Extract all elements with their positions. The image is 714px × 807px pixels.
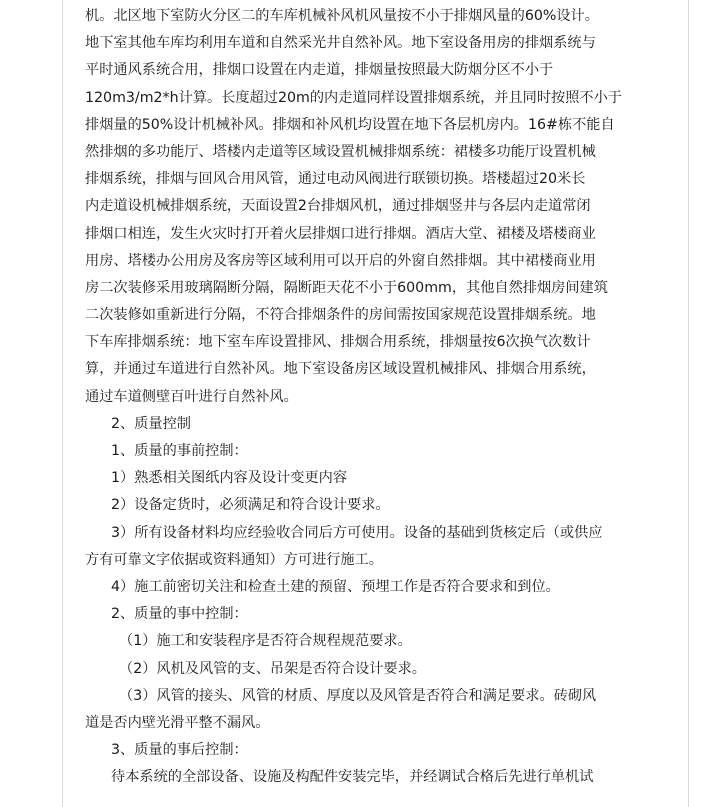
text-line: 待本系统的全部设备、设施及构配件安装完毕，并经调试合格后先进行单机试 [111,769,594,786]
smoke-exhaust-paragraph [85,3,673,411]
list-item-continued: 道是否内壁光滑平整不漏风。 [85,714,270,731]
list-item: 3）所有设备材料均应经验收合同后方可使用。设备的基础到货核定后（或供应 [111,524,603,541]
text-line: 通过车道侧壁百叶进行自然补风。 [85,388,298,405]
text-line: 120m3/m2*h计算。长度超过20m的内走道同样设置排烟系统，并且同时按照不小于 [85,89,622,106]
list-item: （3）风管的接头、风管的材质、厚度以及风管是否符合和满足要求。砖砌风 [119,687,597,704]
subsection-heading: 1、质量的事前控制： [111,443,248,459]
text-line: 机。北区地下室防火分区二的车库机械补风机风量按不小于排烟风量的60%设计。 [85,8,599,24]
text-line: 排烟量的50%设计机械补风。排烟和补风机均设置在地下各层机房内。16#栋不能自 [85,116,615,133]
text-line: 排烟系统，排烟与回风合用风管，通过电动风阀进行联锁切换。塔楼超过20米长 [85,171,586,188]
text-line: 算，并通过车道进行自然补风。地下室设备房区域设置机械排风、排烟合用系统， [85,361,596,378]
page-margin-line-left [62,0,63,807]
list-item: 1）熟悉相关图纸内容及设计变更内容 [111,470,348,487]
text-line: 然排烟的多功能厅、塔楼内走道等区域设置机械排烟系统：裙楼多功能厅设置机械 [85,143,596,160]
page-margin-line-right [688,0,689,807]
section-heading: 2、质量控制 [111,415,191,432]
quality-control-section [85,411,673,792]
document-body [85,3,673,791]
subsection-heading: 3、质量的事后控制： [111,742,248,759]
text-line: 下车库排烟系统：地下室车库设置排风、排烟合用系统，排烟量按6次换气次数计 [85,334,591,351]
list-item: 2）设备定货时，必须满足和符合设计要求。 [111,497,390,514]
list-item: 4）施工前密切关注和检查土建的预留、预埋工作是否符合要求和到位。 [111,578,560,595]
text-line: 平时通风系统合用，排烟口设置在内走道，排烟量按照最大防烟分区不小于 [85,62,554,79]
text-line: 房二次装修采用玻璃隔断分隔，隔断距天花不小于600mm，其他自然排烟房间建筑 [85,279,608,296]
text-line: 用房、塔楼办公用房及客房等区域利用可以开启的外窗自然排烟。其中裙楼商业用 [85,252,596,269]
list-item: （2）风机及风管的支、吊架是否符合设计要求。 [119,660,426,677]
subsection-heading: 2、质量的事中控制： [111,606,248,623]
text-line: 地下室其他车库均利用车道和自然采光井自然补风。地下室设备用房的排烟系统与 [85,35,596,52]
list-item: （1）施工和安装程序是否符合规程规范要求。 [119,633,412,650]
list-item-continued: 方有可靠文字依据或资料通知）方可进行施工。 [85,551,383,568]
text-line: 内走道设机械排烟系统，天面设置2台排烟风机，通过排烟竖井与各层内走道常闭 [85,198,591,215]
text-line: 排烟口相连，发生火灾时打开着火层排烟口进行排烟。酒店大堂、裙楼及塔楼商业 [85,225,596,242]
text-line: 二次装修如重新进行分隔，不符合排烟条件的房间需按国家规范设置排烟系统。地 [85,307,596,324]
